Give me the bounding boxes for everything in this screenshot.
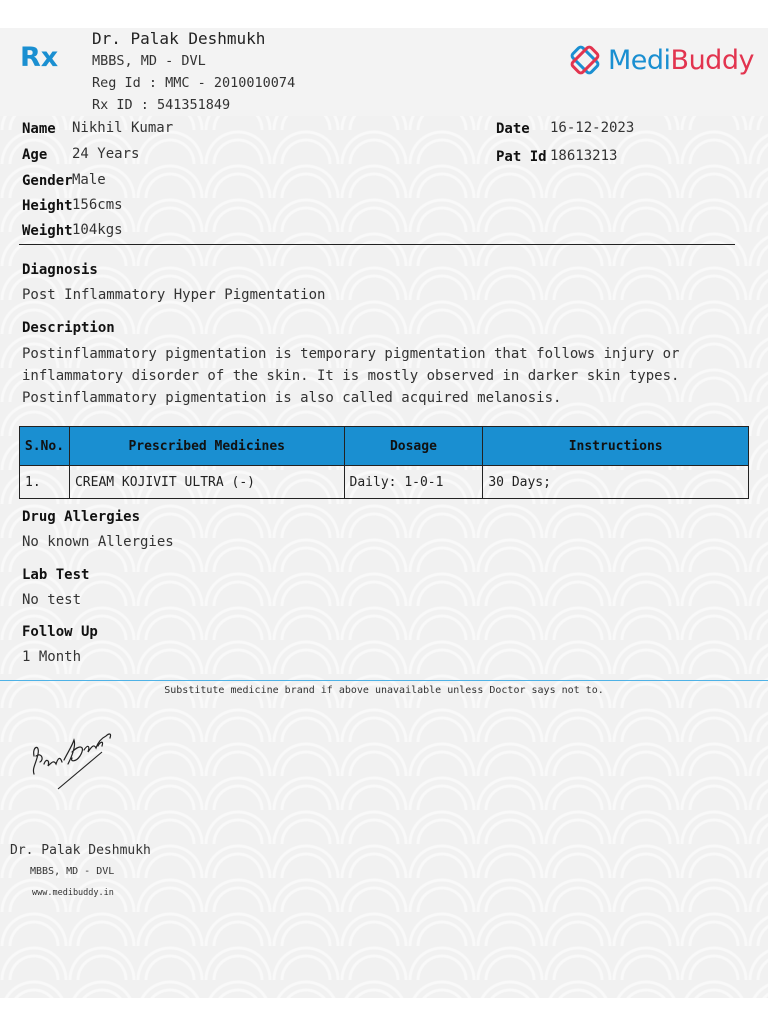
logo-medi: Medi: [608, 44, 671, 76]
footer-divider: [0, 680, 768, 681]
follow-up-title: Follow Up: [22, 624, 98, 640]
medibuddy-logo-icon: [566, 41, 604, 79]
medibuddy-logo: [566, 40, 754, 80]
patient-weight-label: Weight: [22, 223, 73, 239]
lab-test-title: Lab Test: [22, 567, 90, 583]
lab-test-text: No test: [22, 592, 82, 608]
date-label: Date: [496, 121, 530, 137]
cell-medicine: CREAM KOJIVIT ULTRA (-): [69, 466, 344, 499]
header: [0, 28, 768, 116]
table-row: [20, 466, 749, 499]
footer-doctor-degree: MBBS, MD - DVL: [30, 866, 115, 877]
patient-name: Nikhil Kumar: [72, 120, 174, 136]
logo-wordmark: [608, 45, 754, 76]
patient-name-label: Name: [22, 121, 56, 137]
patient-age-label: Age: [22, 147, 48, 163]
header-medicine: Prescribed Medicines: [69, 427, 344, 466]
patient-height-label: Height: [22, 198, 73, 214]
follow-up-text: 1 Month: [22, 649, 82, 665]
cell-dosage: Daily: 1-0-1: [344, 466, 483, 499]
footer-doctor-name: Dr. Palak Deshmukh: [10, 843, 151, 858]
header-sno: S.No.: [20, 427, 70, 466]
patient-age: 24 Years: [72, 146, 140, 162]
header-instructions: Instructions: [483, 427, 749, 466]
substitute-note: Substitute medicine brand if above unavailable unless Doctor says not to.: [164, 685, 604, 696]
cell-sno: 1.: [20, 466, 70, 499]
doctor-name: Dr. Palak Deshmukh: [92, 29, 266, 48]
allergies-text: No known Allergies: [22, 534, 174, 550]
allergies-title: Drug Allergies: [22, 509, 141, 525]
patient-weight: 104kgs: [72, 222, 123, 238]
patient-gender-label: Gender: [22, 173, 73, 189]
table-header-row: [20, 427, 749, 466]
cell-instructions: 30 Days;: [483, 466, 749, 499]
patient-id-label: Pat Id: [496, 149, 547, 165]
diagnosis-text: Post Inflammatory Hyper Pigmentation: [22, 287, 326, 303]
divider: [19, 244, 735, 245]
description-text: Postinflammatory pigmentation is temporary pigmentation that follows injury or inflammatory disorder of the skin. It is mostly observed in darker skin types. Postinflammatory pigmentation is also called acquired melanosis.: [22, 346, 680, 406]
doctor-degree: MBBS, MD - DVL: [92, 53, 206, 69]
prescription-page: [0, 28, 768, 998]
prescription-table: [19, 426, 749, 499]
patient-id: 18613213: [550, 148, 618, 164]
rx-symbol: Rx: [20, 42, 59, 73]
patient-height: 156cms: [72, 197, 123, 213]
rx-id: Rx ID : 541351849: [92, 97, 231, 113]
doctor-signature: [28, 716, 118, 796]
header-dosage: Dosage: [344, 427, 483, 466]
diagnosis-title: Diagnosis: [22, 262, 98, 278]
logo-buddy: Buddy: [670, 44, 754, 76]
footer-website[interactable]: www.medibuddy.in: [32, 888, 114, 898]
date-value: 16-12-2023: [550, 120, 635, 136]
description-title: Description: [22, 320, 115, 336]
patient-gender: Male: [72, 172, 106, 188]
doctor-reg-id: Reg Id : MMC - 2010010074: [92, 75, 296, 91]
